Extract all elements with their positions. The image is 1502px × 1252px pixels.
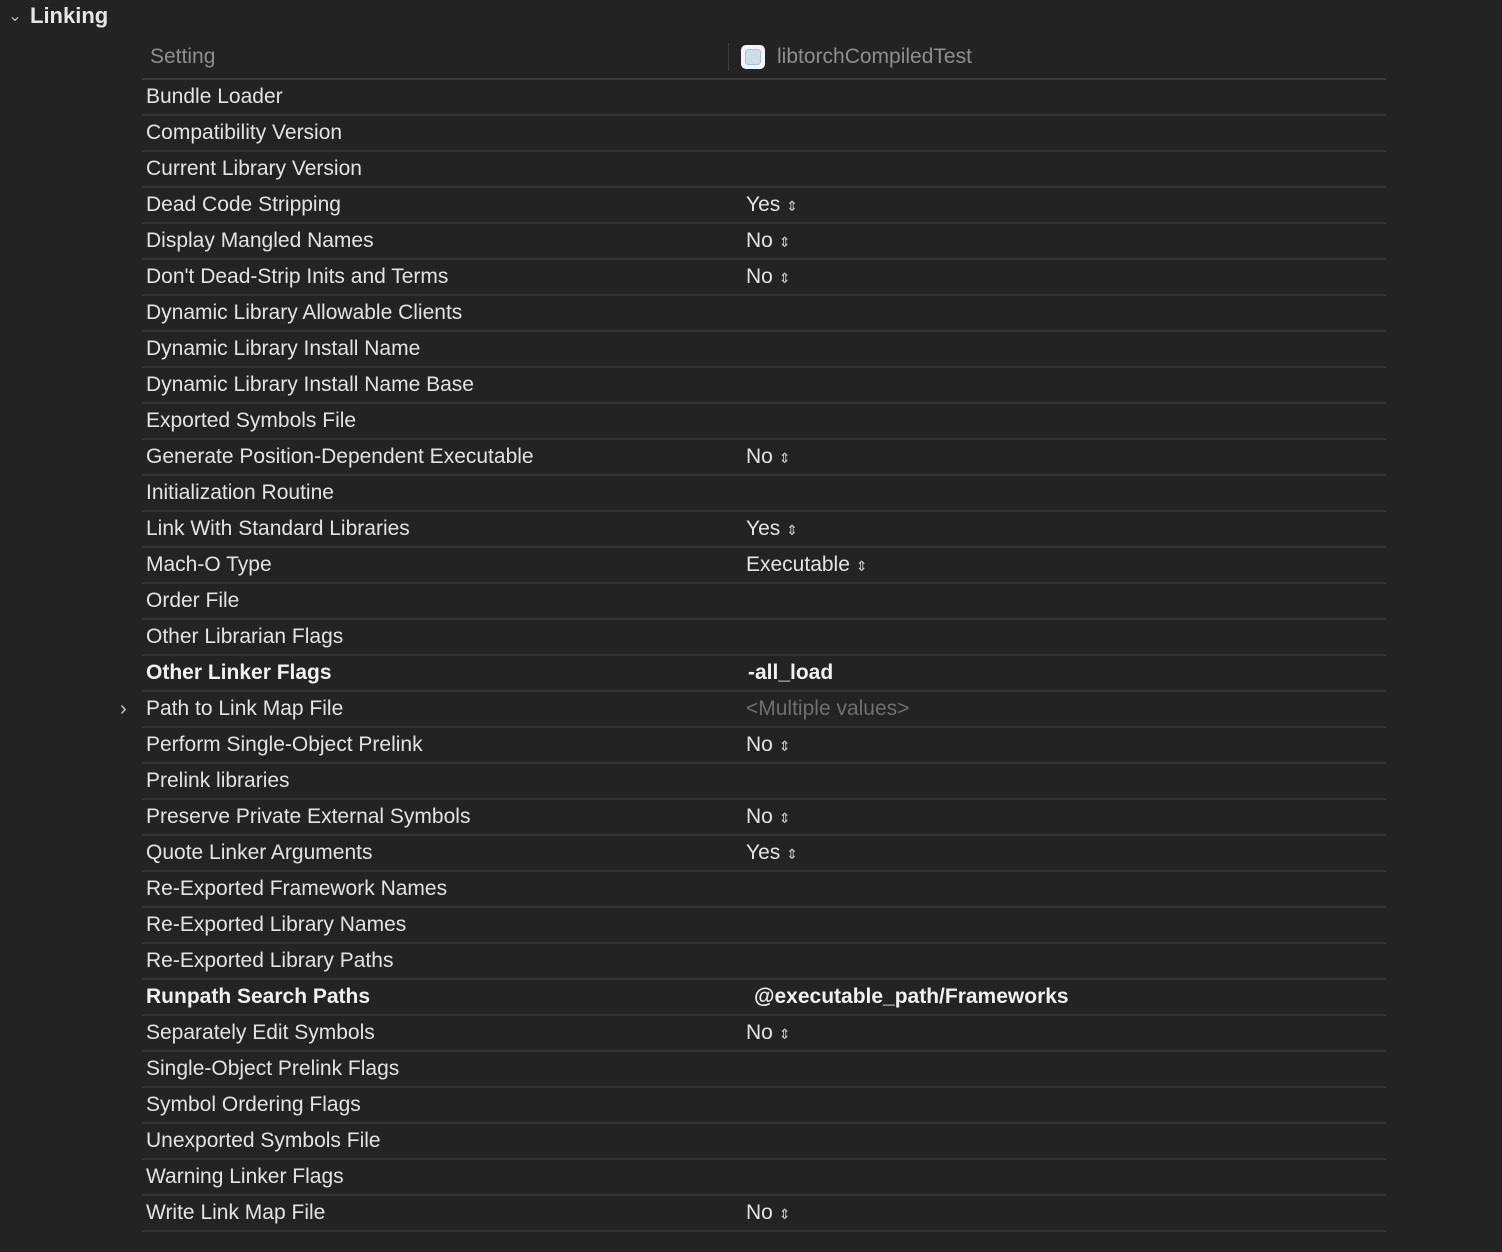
setting-row[interactable] bbox=[142, 296, 1386, 332]
setting-name: Re-Exported Framework Names bbox=[146, 877, 448, 900]
setting-value[interactable] bbox=[746, 445, 791, 469]
up-down-arrows-icon[interactable]: ⇕ bbox=[786, 846, 798, 862]
setting-name: Symbol Ordering Flags bbox=[146, 1093, 361, 1116]
setting-name: Bundle Loader bbox=[146, 85, 283, 108]
setting-value-text: Yes bbox=[746, 193, 781, 216]
setting-row[interactable] bbox=[142, 980, 1386, 1016]
setting-name: Unexported Symbols File bbox=[146, 1129, 381, 1152]
setting-row[interactable] bbox=[142, 1124, 1386, 1160]
up-down-arrows-icon[interactable]: ⇕ bbox=[778, 1026, 791, 1042]
setting-name: Current Library Version bbox=[146, 157, 362, 180]
setting-value[interactable] bbox=[746, 805, 791, 829]
setting-row[interactable] bbox=[142, 188, 1386, 224]
setting-row[interactable] bbox=[142, 80, 1386, 116]
setting-name: Generate Position-Dependent Executable bbox=[146, 445, 534, 468]
setting-name: Compatibility Version bbox=[146, 121, 343, 144]
setting-value[interactable] bbox=[746, 733, 791, 757]
section-title: Linking bbox=[30, 3, 109, 28]
setting-value-text: No bbox=[746, 1021, 773, 1044]
target-name: libtorchCompiledTest bbox=[777, 45, 972, 68]
setting-row[interactable] bbox=[142, 1016, 1386, 1052]
setting-row[interactable] bbox=[142, 332, 1386, 368]
setting-value-text: No bbox=[746, 265, 773, 288]
setting-name: Warning Linker Flags bbox=[146, 1165, 344, 1188]
setting-row[interactable] bbox=[142, 944, 1386, 980]
setting-name: Path to Link Map File bbox=[146, 697, 344, 720]
setting-row[interactable] bbox=[142, 800, 1386, 836]
setting-row[interactable] bbox=[142, 1052, 1386, 1088]
setting-value[interactable] bbox=[746, 193, 798, 217]
setting-name: Prelink libraries bbox=[146, 769, 290, 792]
setting-value-text: @executable_path/Frameworks bbox=[754, 985, 1069, 1008]
setting-row[interactable] bbox=[142, 116, 1386, 152]
setting-value[interactable] bbox=[746, 553, 868, 577]
up-down-arrows-icon[interactable]: ⇕ bbox=[778, 450, 791, 466]
settings-rows bbox=[120, 80, 1386, 1232]
chevron-right-icon[interactable]: › bbox=[120, 697, 127, 720]
target-column-header[interactable] bbox=[729, 45, 972, 69]
setting-row[interactable] bbox=[142, 152, 1386, 188]
chevron-down-icon[interactable]: ⌄ bbox=[8, 8, 22, 25]
setting-row[interactable] bbox=[142, 512, 1386, 548]
setting-value-text: No bbox=[746, 805, 773, 828]
table-header bbox=[142, 36, 1386, 80]
setting-name: Separately Edit Symbols bbox=[146, 1021, 375, 1044]
setting-row[interactable] bbox=[142, 1196, 1386, 1232]
setting-row[interactable] bbox=[142, 836, 1386, 872]
up-down-arrows-icon[interactable]: ⇕ bbox=[778, 738, 791, 754]
setting-name: Quote Linker Arguments bbox=[146, 841, 373, 864]
up-down-arrows-icon[interactable]: ⇕ bbox=[778, 810, 791, 826]
up-down-arrows-icon[interactable]: ⇕ bbox=[778, 270, 791, 286]
setting-row[interactable] bbox=[142, 764, 1386, 800]
setting-name: Write Link Map File bbox=[146, 1201, 326, 1224]
setting-name: Re-Exported Library Paths bbox=[146, 949, 394, 972]
setting-row[interactable] bbox=[142, 872, 1386, 908]
setting-name: Preserve Private External Symbols bbox=[146, 805, 471, 828]
setting-row[interactable] bbox=[142, 440, 1386, 476]
setting-row[interactable] bbox=[142, 368, 1386, 404]
setting-row[interactable] bbox=[142, 224, 1386, 260]
setting-row[interactable] bbox=[142, 476, 1386, 512]
setting-row[interactable] bbox=[142, 1088, 1386, 1124]
setting-value[interactable] bbox=[746, 661, 833, 685]
setting-name: Runpath Search Paths bbox=[146, 985, 371, 1008]
up-down-arrows-icon[interactable]: ⇕ bbox=[778, 1206, 791, 1222]
setting-value[interactable] bbox=[746, 229, 791, 253]
setting-row[interactable] bbox=[142, 404, 1386, 440]
setting-value[interactable] bbox=[746, 1021, 791, 1045]
setting-name: Other Linker Flags bbox=[146, 661, 332, 684]
setting-row[interactable] bbox=[142, 584, 1386, 620]
setting-row[interactable] bbox=[120, 692, 1386, 728]
setting-name: Dynamic Library Install Name bbox=[146, 337, 421, 360]
up-down-arrows-icon[interactable]: ⇕ bbox=[855, 558, 868, 574]
setting-value-text: -all_load bbox=[748, 661, 834, 684]
setting-name: Display Mangled Names bbox=[146, 229, 374, 252]
setting-row[interactable] bbox=[142, 548, 1386, 584]
setting-name: Link With Standard Libraries bbox=[146, 517, 410, 540]
setting-value-text: No bbox=[746, 1201, 773, 1224]
setting-value[interactable] bbox=[746, 841, 798, 865]
setting-column-header[interactable]: Setting bbox=[150, 45, 216, 68]
setting-value[interactable] bbox=[746, 697, 909, 721]
setting-name: Exported Symbols File bbox=[146, 409, 357, 432]
up-down-arrows-icon[interactable]: ⇕ bbox=[786, 522, 798, 538]
setting-value[interactable] bbox=[746, 985, 1069, 1009]
setting-name: Order File bbox=[146, 589, 240, 612]
setting-name: Dead Code Stripping bbox=[146, 193, 341, 216]
setting-value[interactable] bbox=[746, 1201, 791, 1225]
up-down-arrows-icon[interactable]: ⇕ bbox=[778, 234, 791, 250]
setting-value[interactable] bbox=[746, 265, 791, 289]
setting-name: Mach-O Type bbox=[146, 553, 272, 576]
setting-name: Single-Object Prelink Flags bbox=[146, 1057, 400, 1080]
section-header-linking[interactable] bbox=[0, 0, 108, 32]
setting-name: Don't Dead-Strip Inits and Terms bbox=[146, 265, 449, 288]
setting-name: Dynamic Library Install Name Base bbox=[146, 373, 474, 396]
build-settings-table bbox=[120, 36, 1386, 1232]
setting-value-text: No bbox=[746, 229, 773, 252]
setting-row[interactable] bbox=[142, 1160, 1386, 1196]
setting-name: Perform Single-Object Prelink bbox=[146, 733, 423, 756]
setting-row[interactable] bbox=[142, 908, 1386, 944]
setting-value-text: Yes bbox=[746, 841, 781, 864]
setting-value[interactable] bbox=[746, 517, 798, 541]
setting-row[interactable] bbox=[142, 656, 1386, 692]
setting-name: Re-Exported Library Names bbox=[146, 913, 407, 936]
setting-row[interactable] bbox=[142, 728, 1386, 764]
setting-name: Other Librarian Flags bbox=[146, 625, 344, 648]
setting-name: Initialization Routine bbox=[146, 481, 334, 504]
up-down-arrows-icon[interactable]: ⇕ bbox=[786, 198, 798, 214]
setting-value-text: No bbox=[746, 733, 773, 756]
setting-name: Dynamic Library Allowable Clients bbox=[146, 301, 463, 324]
setting-row[interactable] bbox=[142, 260, 1386, 296]
setting-value-text: Yes bbox=[746, 517, 781, 540]
target-app-icon bbox=[741, 45, 765, 69]
setting-value-text: No bbox=[746, 445, 773, 468]
setting-value-text: <Multiple values> bbox=[746, 697, 910, 720]
setting-row[interactable] bbox=[142, 620, 1386, 656]
setting-value-text: Executable bbox=[746, 553, 850, 576]
